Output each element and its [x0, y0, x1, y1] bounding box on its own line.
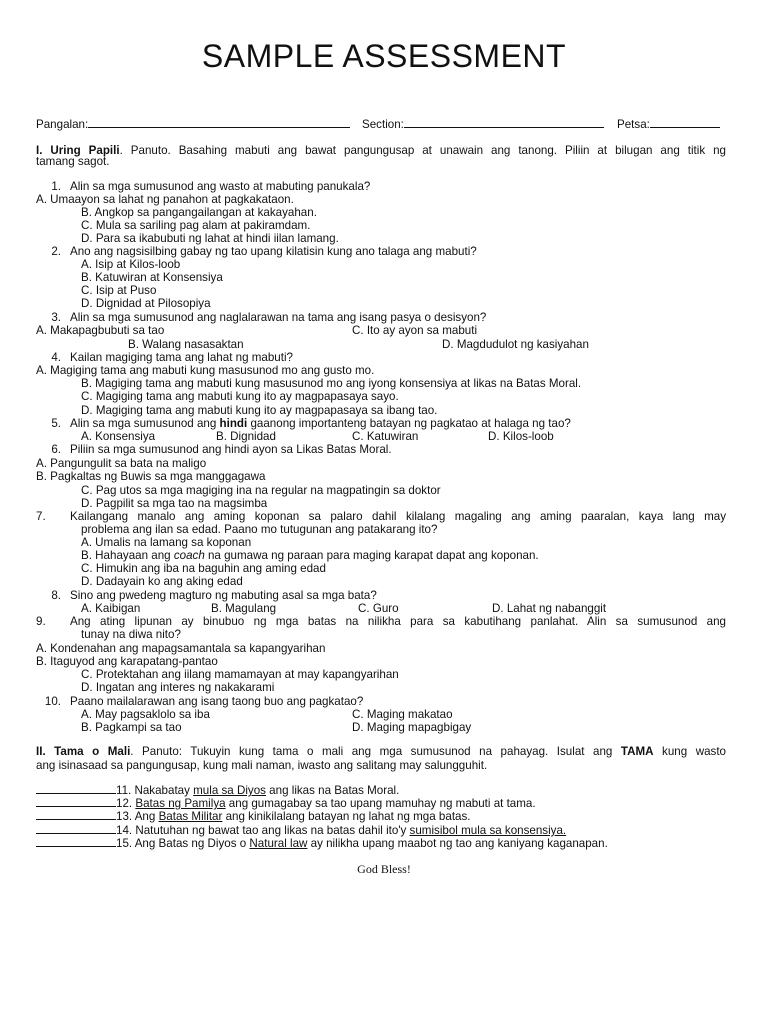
part1-instructions: I. Uring Papili. Panuto. Basahing mabuti ang bawat pangungusap at unawain ang tanong. Piliin at bilugan ang titik ng [36, 144, 726, 157]
q3-option-b: B. Walang nasasaktan [128, 338, 244, 351]
question-10: 10. Paano mailalarawan ang isang taong buo ang pagkatao? [44, 695, 364, 708]
q2-option-d: D. Dignidad at Pilosopiya [81, 297, 211, 310]
question-9-cont: tunay na diwa nito? [81, 628, 181, 641]
q8-option-d: D. Lahat ng nabanggit [492, 602, 607, 615]
answer-blank [36, 823, 116, 834]
name-label-line [36, 117, 350, 131]
section-blank [404, 117, 604, 128]
q7-option-b: B. Hahayaan ang coach na gumawa ng paraan para maging karapat dapat ang koponan. [81, 549, 539, 562]
q9-option-c: C. Protektahan ang iilang mamamayan at may kapangyarihan [81, 668, 399, 681]
q10-option-c: C. Maging makatao [352, 708, 453, 721]
q9-option-d: D. Ingatan ang interes ng nakakarami [81, 681, 275, 694]
answer-blank [36, 796, 116, 807]
item-14: 14. Natutuhan ng bawat tao ang likas na batas dahil ito'y sumisibol mula sa konsensiya. [36, 823, 566, 837]
q1-option-a: A. Umaayon sa lahat ng panahon at pagkakataon. [36, 193, 294, 206]
q7-option-c: C. Himukin ang iba na baguhin ang aming edad [81, 562, 326, 575]
question-7: 7. Kailangang manalo ang aming koponan sa palaro dahil kilalang magaling ang aming paaralan, kaya lang may [36, 510, 726, 523]
answer-blank [36, 836, 116, 847]
q4-option-c: C. Magiging tama ang mabuti kung ito ay magpapasaya sayo. [81, 390, 399, 403]
q7-option-d: D. Dadayain ko ang aking edad [81, 575, 243, 588]
q8-option-c: C. Guro [358, 602, 399, 615]
q5-option-c: C. Katuwiran [352, 430, 419, 443]
q10-option-b: B. Pagkampi sa tao [81, 721, 182, 734]
question-7-cont: problema ang ilan sa edad. Paano mo tutugunan ang patakarang ito? [81, 523, 438, 536]
item-15: 15. Ang Batas ng Diyos o Natural law ay nilikha upang maabot ng tao ang kaniyang kaganapan. [36, 836, 608, 850]
q1-option-c: C. Mula sa sariling pag alam at pakiramdam. [81, 219, 311, 232]
date-blank [650, 117, 720, 128]
q8-option-a: A. Kaibigan [81, 602, 141, 615]
q1-option-b: B. Angkop sa pangangailangan at kakayahan. [81, 206, 317, 219]
q2-option-b: B. Katuwiran at Konsensiya [81, 271, 223, 284]
footer-blessing: God Bless! [357, 862, 411, 876]
q7-option-a: A. Umalis na lamang sa koponan [81, 536, 252, 549]
item-11: 11. Nakabatay mula sa Diyos ang likas na Batas Moral. [36, 783, 399, 797]
answer-blank [36, 809, 116, 820]
q3-option-c: C. Ito ay ayon sa mabuti [352, 324, 478, 337]
part1-heading: I. Uring Papili [36, 144, 120, 157]
q2-option-a: A. Isip at Kilos-loob [81, 258, 181, 271]
part1-instructions-cont: tamang sagot. [36, 155, 110, 168]
name-blank [88, 117, 350, 128]
q5-option-b: B. Dignidad [216, 430, 276, 443]
q1-option-d: D. Para sa ikabubuti ng lahat at hindi iilan lamang. [81, 232, 339, 245]
q2-option-c: C. Isip at Puso [81, 284, 157, 297]
q6-option-c: C. Pag utos sa mga magiging ina na regular na magpatingin sa doktor [81, 484, 441, 497]
q10-option-d: D. Maging mapagbigay [352, 721, 472, 734]
name-label: Pangalan: [36, 118, 89, 131]
q6-option-a: A. Pangungulit sa bata na maligo [36, 457, 207, 470]
item-13: 13. Ang Batas Militar ang kinikilalang batayan ng lahat ng mga batas. [36, 809, 471, 823]
q3-option-a: A. Makapagbubuti sa tao [36, 324, 165, 337]
q6-option-d: D. Pagpilit sa mga tao na magsimba [81, 497, 268, 510]
q9-option-b: B. Itaguyod ang karapatang-pantao [36, 655, 218, 668]
q5-option-a: A. Konsensiya [81, 430, 156, 443]
question-2: 2. Ano ang nagsisilbing gabay ng tao upang kilatisin kung ano talaga ang mabuti? [51, 245, 477, 258]
part2-instructions-cont: ang isinasaad sa pangungusap, kung mali naman, iwasto ang salitang may salungguhit. [36, 759, 488, 772]
question-6: 6. Piliin sa mga sumusunod ang hindi ayon sa Likas Batas Moral. [51, 443, 392, 456]
question-1: 1. Alin sa mga sumusunod ang wasto at mabuting panukala? [51, 180, 371, 193]
answer-blank [36, 783, 116, 794]
q9-option-a: A. Kondenahan ang mapagsamantala sa kapangyarihan [36, 642, 326, 655]
q8-option-b: B. Magulang [211, 602, 277, 615]
section-label: Section: [362, 118, 404, 131]
date-label-line [617, 117, 720, 131]
q10-option-a: A. May pagsaklolo sa iba [81, 708, 210, 721]
date-label: Petsa: [617, 118, 650, 131]
q4-option-a: A. Magiging tama ang mabuti kung masusunod mo ang gusto mo. [36, 364, 375, 377]
part2-instructions: II. Tama o Mali. Panuto: Tukuyin kung tama o mali ang mga sumusunod na pahayag. Isulat ang TAMA kung wasto [36, 745, 726, 758]
question-5: 5. Alin sa mga sumusunod ang hindi gaanong importanteng batayan ng pagkatao at halaga ng tao? [51, 417, 571, 430]
question-3: 3. Alin sa mga sumusunod ang naglalarawan na tama ang isang pasya o desisyon? [51, 311, 487, 324]
part2-heading: II. Tama o Mali [36, 745, 131, 758]
q6-option-b: B. Pagkaltas ng Buwis sa mga manggagawa [36, 470, 266, 483]
item-12: 12. Batas ng Pamilya ang gumagabay sa tao upang mamuhay ng mabuti at tama. [36, 796, 536, 810]
question-9: 9. Ang ating lipunan ay binubuo ng mga batas na nilikha para sa kabutihang panlahat. Alin sa sumusunod ang [36, 615, 726, 628]
q4-option-d: D. Magiging tama ang mabuti kung ito ay magpapasaya sa ibang tao. [81, 404, 438, 417]
section-label-line [362, 117, 604, 131]
q3-option-d: D. Magdudulot ng kasiyahan [442, 338, 589, 351]
page-title: SAMPLE ASSESSMENT [201, 38, 567, 74]
question-4: 4. Kailan magiging tama ang lahat ng mabuti? [51, 351, 294, 364]
q4-option-b: B. Magiging tama ang mabuti kung masusunod mo ang iyong konsensiya at likas na Batas Moral. [81, 377, 582, 390]
q5-option-d: D. Kilos-loob [488, 430, 554, 443]
question-8: 8. Sino ang pwedeng magturo ng mabuting asal sa mga bata? [51, 589, 377, 602]
